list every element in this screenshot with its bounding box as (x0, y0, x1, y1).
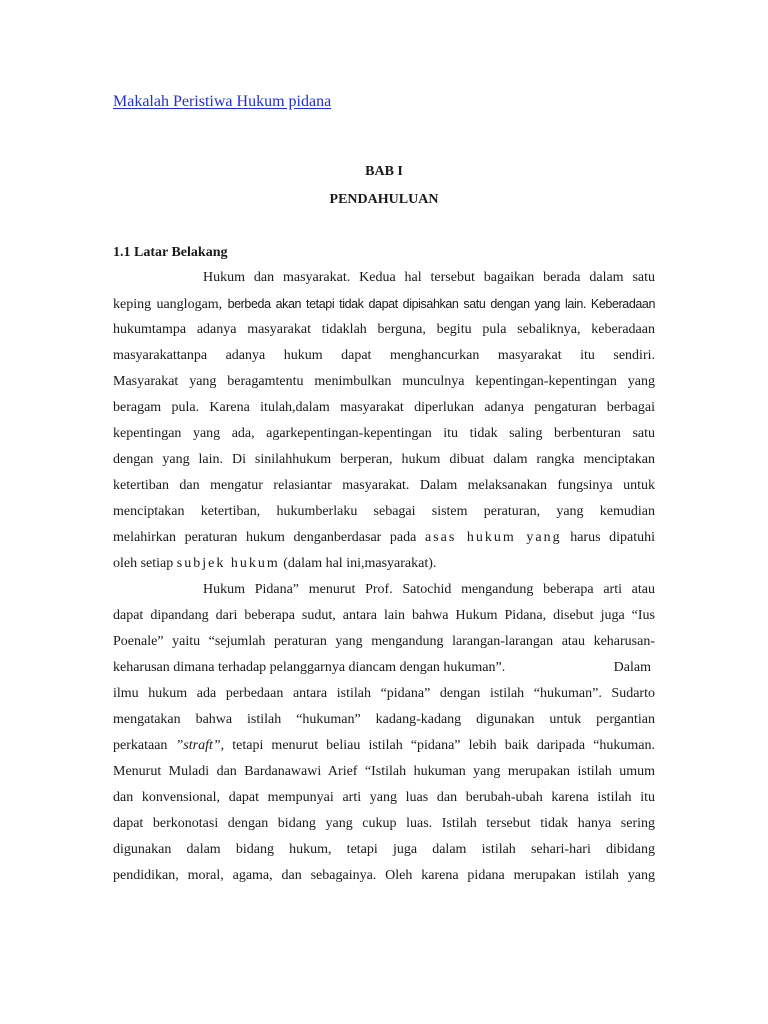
paragraph-2-line-7 (113, 733, 655, 759)
text-span: Dalam (613, 660, 651, 675)
paragraph-2-line-10: dapat berkonotasi dengan bidang yang cukup luas. Istilah tersebut tidak hanya sering (113, 816, 655, 831)
paragraph-2-line-4 (113, 655, 655, 681)
paragraph-1-line-6: beragam pula. Karena itulah,dalam masyarakat diperlukan adanya pengaturan berbagai (113, 400, 655, 415)
text-span: keping uanglogam, (113, 297, 223, 312)
paragraph-2-line-3: Poenale” yaitu “sejumlah peraturan yang mengandung larangan-larangan atau keharusan- (113, 634, 655, 649)
paragraph-2-line-2: dapat dipandang dari beberapa sudut, antara lain bahwa Hukum Pidana, disebut juga “Ius (113, 608, 655, 623)
paragraph-1-line-11 (113, 525, 655, 551)
text-span: ”straft” (175, 738, 221, 753)
text-span: harus dipatuhi (570, 530, 655, 545)
paragraph-2-line-5: ilmu hukum ada perbedaan antara istilah “pidana” dengan istilah “hukuman”. Sudarto (113, 686, 655, 701)
paragraph-1-line-7: kepentingan yang ada, agarkepentingan-kepentingan itu tidak saling berbenturan satu (113, 426, 655, 441)
text-span: berbeda akan tetapi tidak dapat dipisahkan satu dengan yang lain. Keberadaan (227, 297, 656, 311)
paragraph-1-line-10: menciptakan ketertiban, hukumberlaku sebagai sistem peraturan, yang kemudian (113, 504, 655, 519)
paragraph-2-line-9: dan konvensional, dapat mempunyai arti yang luas dan berubah-ubah karena istilah itu (113, 790, 655, 805)
document-title-link[interactable]: Makalah Peristiwa Hukum pidana (113, 93, 332, 110)
text-span: keharusan dimana terhadap pelanggarnya diancam dengan hukuman”. (113, 660, 506, 675)
paragraph-1-line-12 (113, 551, 655, 577)
text-span: subjek hukum (176, 556, 280, 571)
chapter-number (0, 164, 768, 180)
text-span: melahirkan peraturan hukum denganberdasar pada (113, 530, 417, 545)
paragraph-2-line-8: Menurut Muladi dan Bardanawawi Arief “Istilah hukuman yang merupakan istilah umum (113, 764, 655, 779)
text-span: , tetapi menurut beliau istilah “pidana” lebih baik daripada “hukuman. (220, 738, 655, 753)
paragraph-1-line-8: dengan yang lain. Di sinilahhukum berperan, hukum dibuat dalam rangka menciptakan (113, 452, 655, 467)
chapter-title (0, 192, 768, 208)
chapter-title-text: PENDAHULUAN (329, 192, 439, 207)
paragraph-2-line-1: Hukum Pidana” menurut Prof. Satochid mengandung beberapa arti atau (203, 582, 655, 597)
paragraph-2-line-11: digunakan dalam bidang hukum, tetapi juga dalam istilah sehari-hari dibidang (113, 842, 655, 857)
paragraph-1-line-9: ketertiban dan mengatur relasiantar masyarakat. Dalam melaksanakan fungsinya untuk (113, 478, 655, 493)
text-span: (dalam hal ini,masyarakat). (283, 556, 437, 571)
paragraph-2-line-6: mengatakan bahwa istilah “hukuman” kadang-kadang digunakan untuk pergantian (113, 712, 655, 727)
paragraph-1-line-1: Hukum dan masyarakat. Kedua hal tersebut bagaikan berada dalam satu (203, 270, 655, 285)
paragraph-1-line-4: masyarakattanpa adanya hukum dapat menghancurkan masyarakat itu sendiri. (113, 348, 655, 363)
text-span: oleh setiap (113, 556, 174, 571)
body-text (113, 265, 655, 889)
paragraph-1-line-5: Masyarakat yang beragamtentu menimbulkan munculnya kepentingan-kepentingan yang (113, 374, 655, 389)
text-span: asas hukum yang (424, 530, 562, 545)
paragraph-1-line-3: hukumtampa adanya masyarakat tidaklah berguna, begitu pula sebaliknya, keberadaan (113, 322, 655, 337)
chapter-number-text: BAB I (365, 164, 403, 179)
paragraph-1-line-2 (113, 291, 655, 317)
section-heading: 1.1 Latar Belakang (113, 245, 228, 260)
paragraph-2-line-12: pendidikan, moral, agama, dan sebagainya. Oleh karena pidana merupakan istilah yang (113, 868, 655, 883)
text-span: perkataan (113, 738, 168, 753)
